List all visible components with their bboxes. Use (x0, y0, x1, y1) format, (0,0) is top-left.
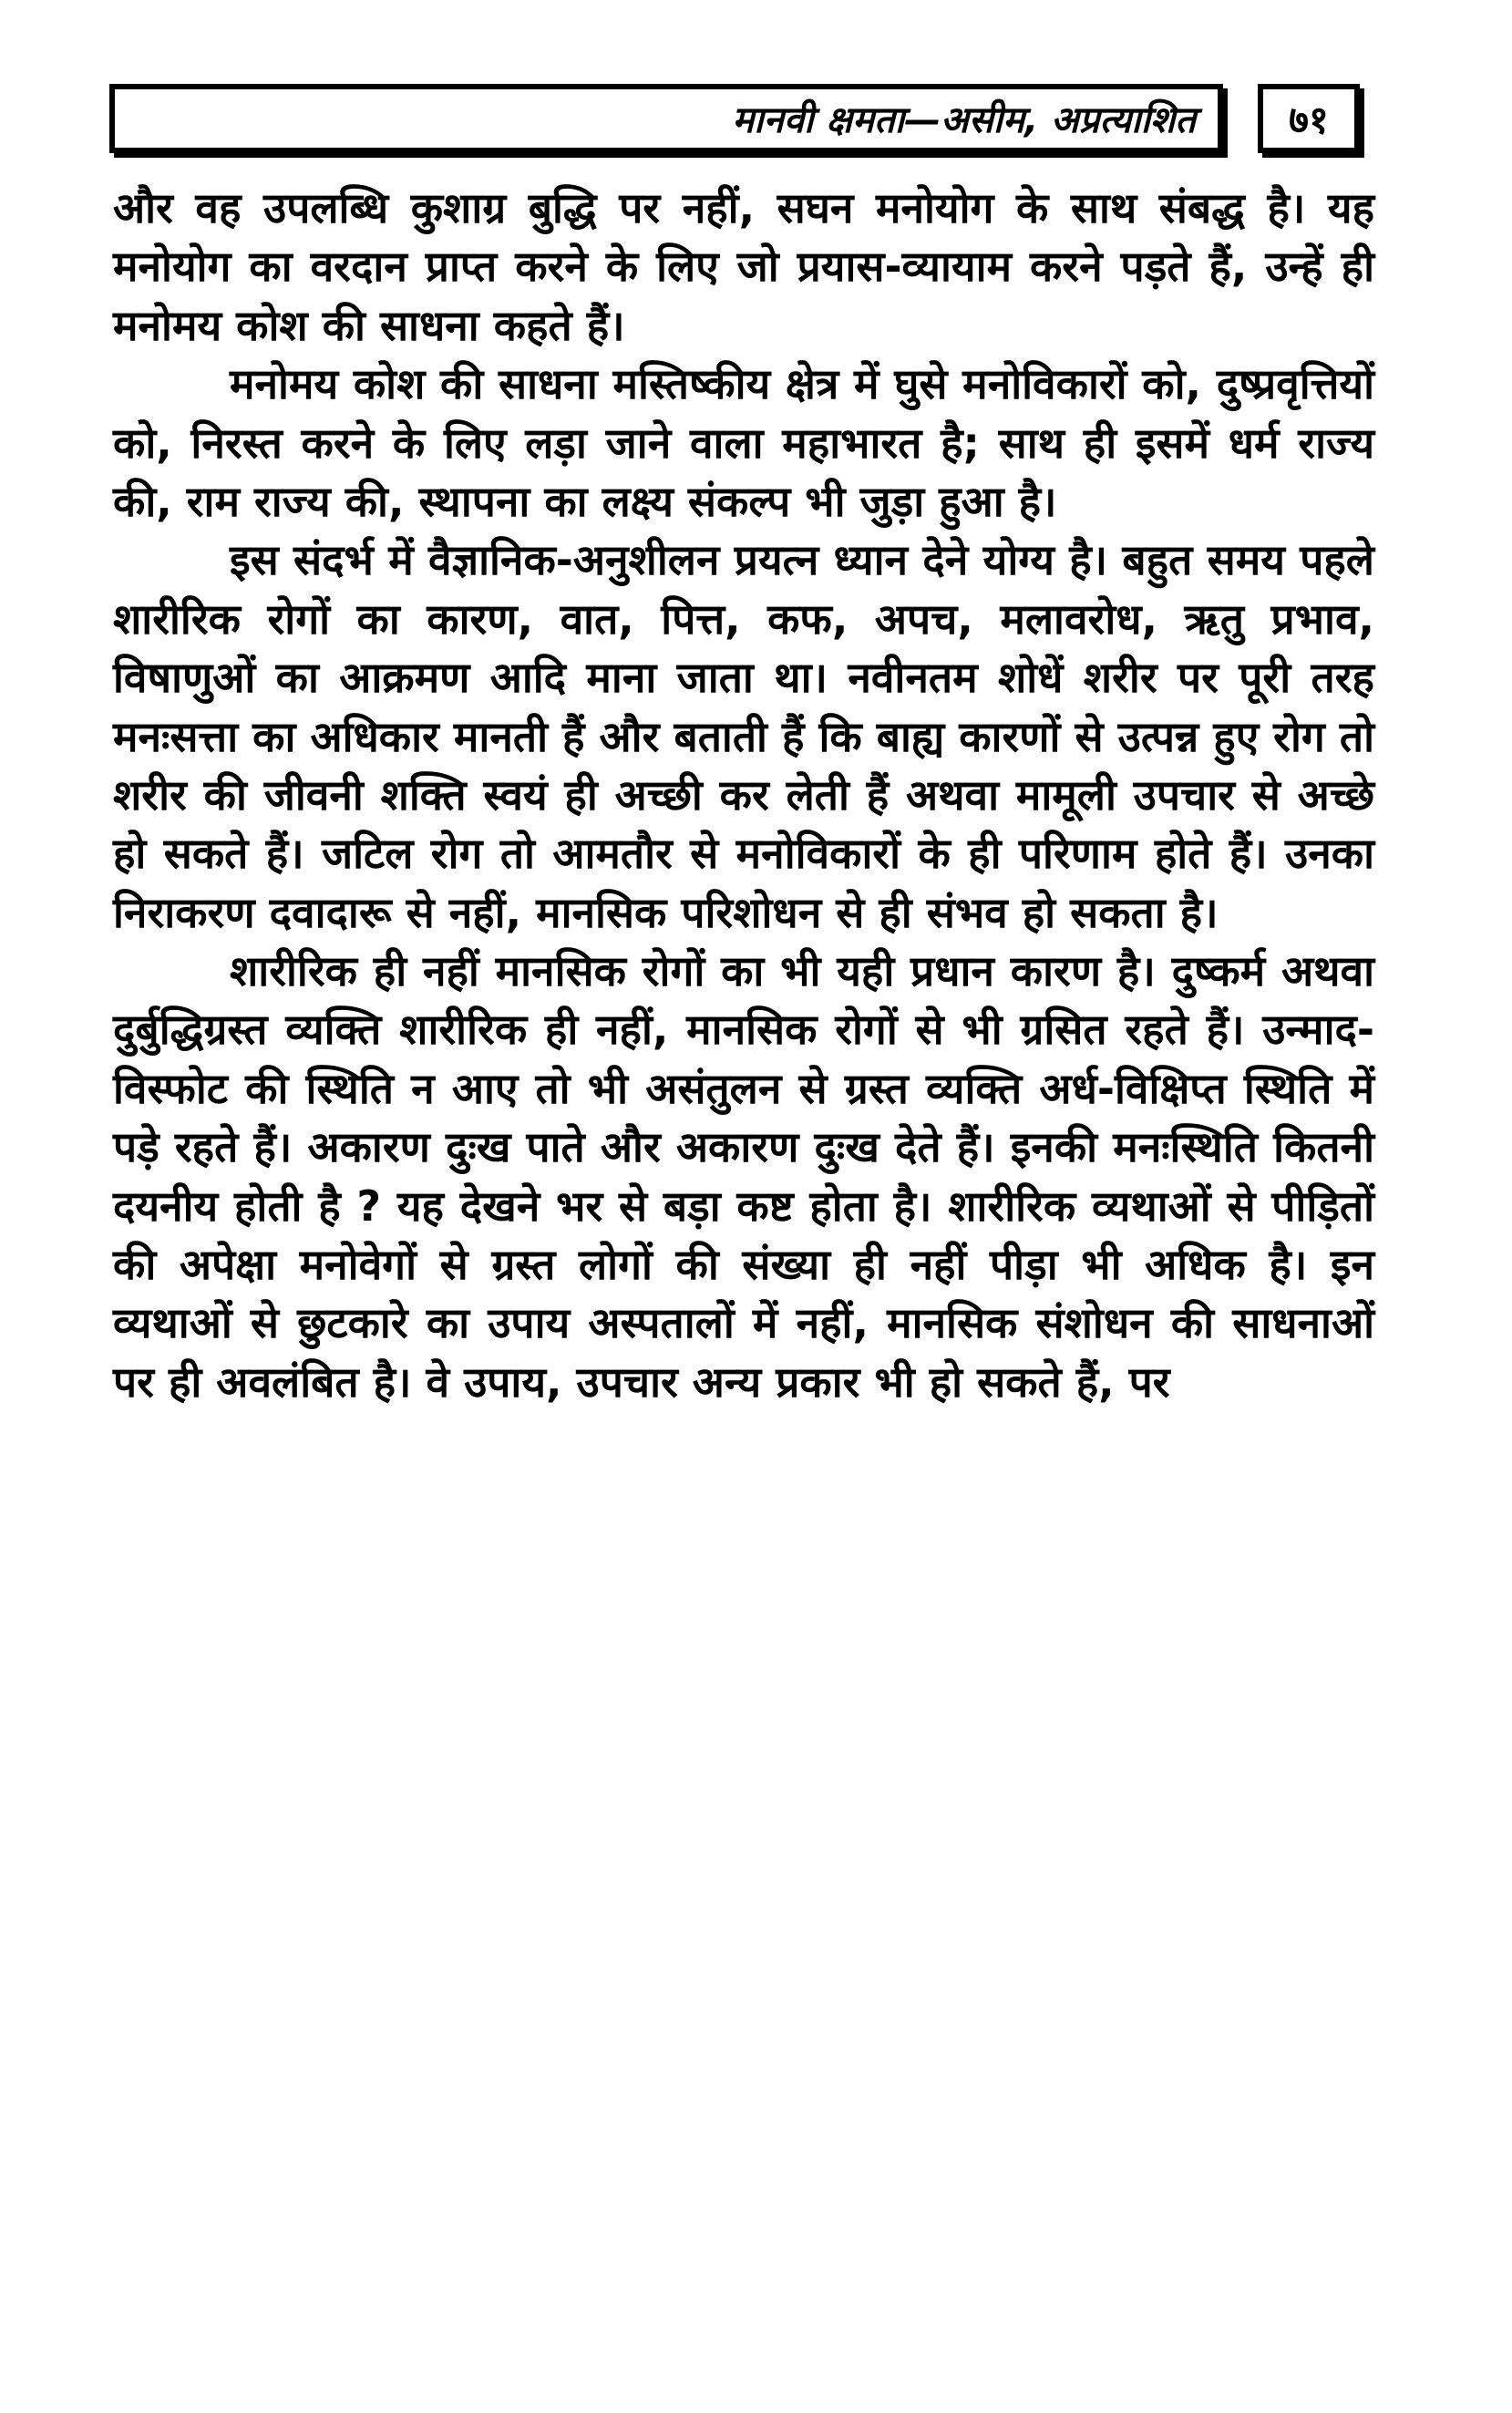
paragraph: इस संदर्भ में वैज्ञानिक-अनुशीलन प्रयत्न ध्यान देने योग्य है। बहुत समय पहले शारीरिक रोगों का कारण, वात, पित्त, कफ, अपच, मलावरोध, ऋतु प्रभाव, विषाणुओं का आक्रमण आदि माना जाता था। नवीनतम शोधें शरीर पर पूरी तरह मनःसत्ता का अधिकार मानती हैं और बताती हैं कि बाह्य कारणों से उत्पन्न हुए रोग तो शरीर की जीवनी शक्ति स्वयं ही अच्छी कर लेती हैं अथवा मामूली उपचार से अच्छे हो सकते हैं। जटिल रोग तो आमतौर से मनोविकारों के ही परिणाम होते हैं। उनका निराकरण दवादारू से नहीं, मानसिक परिशोधन से ही संभव हो सकता है। (113, 535, 1374, 937)
running-title: मानवी क्षमता—असीम, अप्रत्याशित (732, 99, 1196, 141)
page-header (109, 84, 1367, 164)
paragraph: मनोमय कोश की साधना मस्तिष्कीय क्षेत्र में घुसे मनोविकारों को, दुष्प्रवृत्तियों को, निरस्त करने के लिए लड़ा जाने वाला महाभारत है; साथ ही इसमें धर्म राज्य की, राम राज्य की, स्थापना का लक्ष्य संकल्प भी जुड़ा हुआ है। (113, 359, 1374, 526)
page-number-box (1258, 84, 1360, 153)
paragraph: और वह उपलब्धि कुशाग्र बुद्धि पर नहीं, सघन मनोयोग के साथ संबद्ध है। यह मनोयोग का वरदान प्राप्त करने के लिए जो प्रयास-व्यायाम करने पड़ते हैं, उन्हें ही मनोमय कोश की साधना कहते हैं। (113, 183, 1374, 350)
page-number: ७१ (1289, 97, 1329, 142)
paragraph: शारीरिक ही नहीं मानसिक रोगों का भी यही प्रधान कारण है। दुष्कर्म अथवा दुर्बुद्धिग्रस्त व्यक्ति शारीरिक ही नहीं, मानसिक रोगों से भी ग्रसित रहते हैं। उन्माद-विस्फोट की स्थिति न आए तो भी असंतुलन से ग्रस्त व्यक्ति अर्ध-विक्षिप्त स्थिति में पड़े रहते हैं। अकारण दुःख पाते और अकारण दुःख देते हैं। इनकी मनःस्थिति कितनी दयनीय होती है ? यह देखने भर से बड़ा कष्ट होता है। शारीरिक व्यथाओं से पीड़ितों की अपेक्षा मनोवेगों से ग्रस्त लोगों की संख्या ही नहीं पीड़ा भी अधिक है। इन व्यथाओं से छुटकारे का उपाय अस्पतालों में नहीं, मानसिक संशोधन की साधनाओं पर ही अवलंबित है। वे उपाय, उपचार अन्य प्रकार भी हो सकते हैं, पर (113, 946, 1374, 1407)
body-text (113, 179, 1374, 1411)
running-title-box (109, 84, 1223, 153)
